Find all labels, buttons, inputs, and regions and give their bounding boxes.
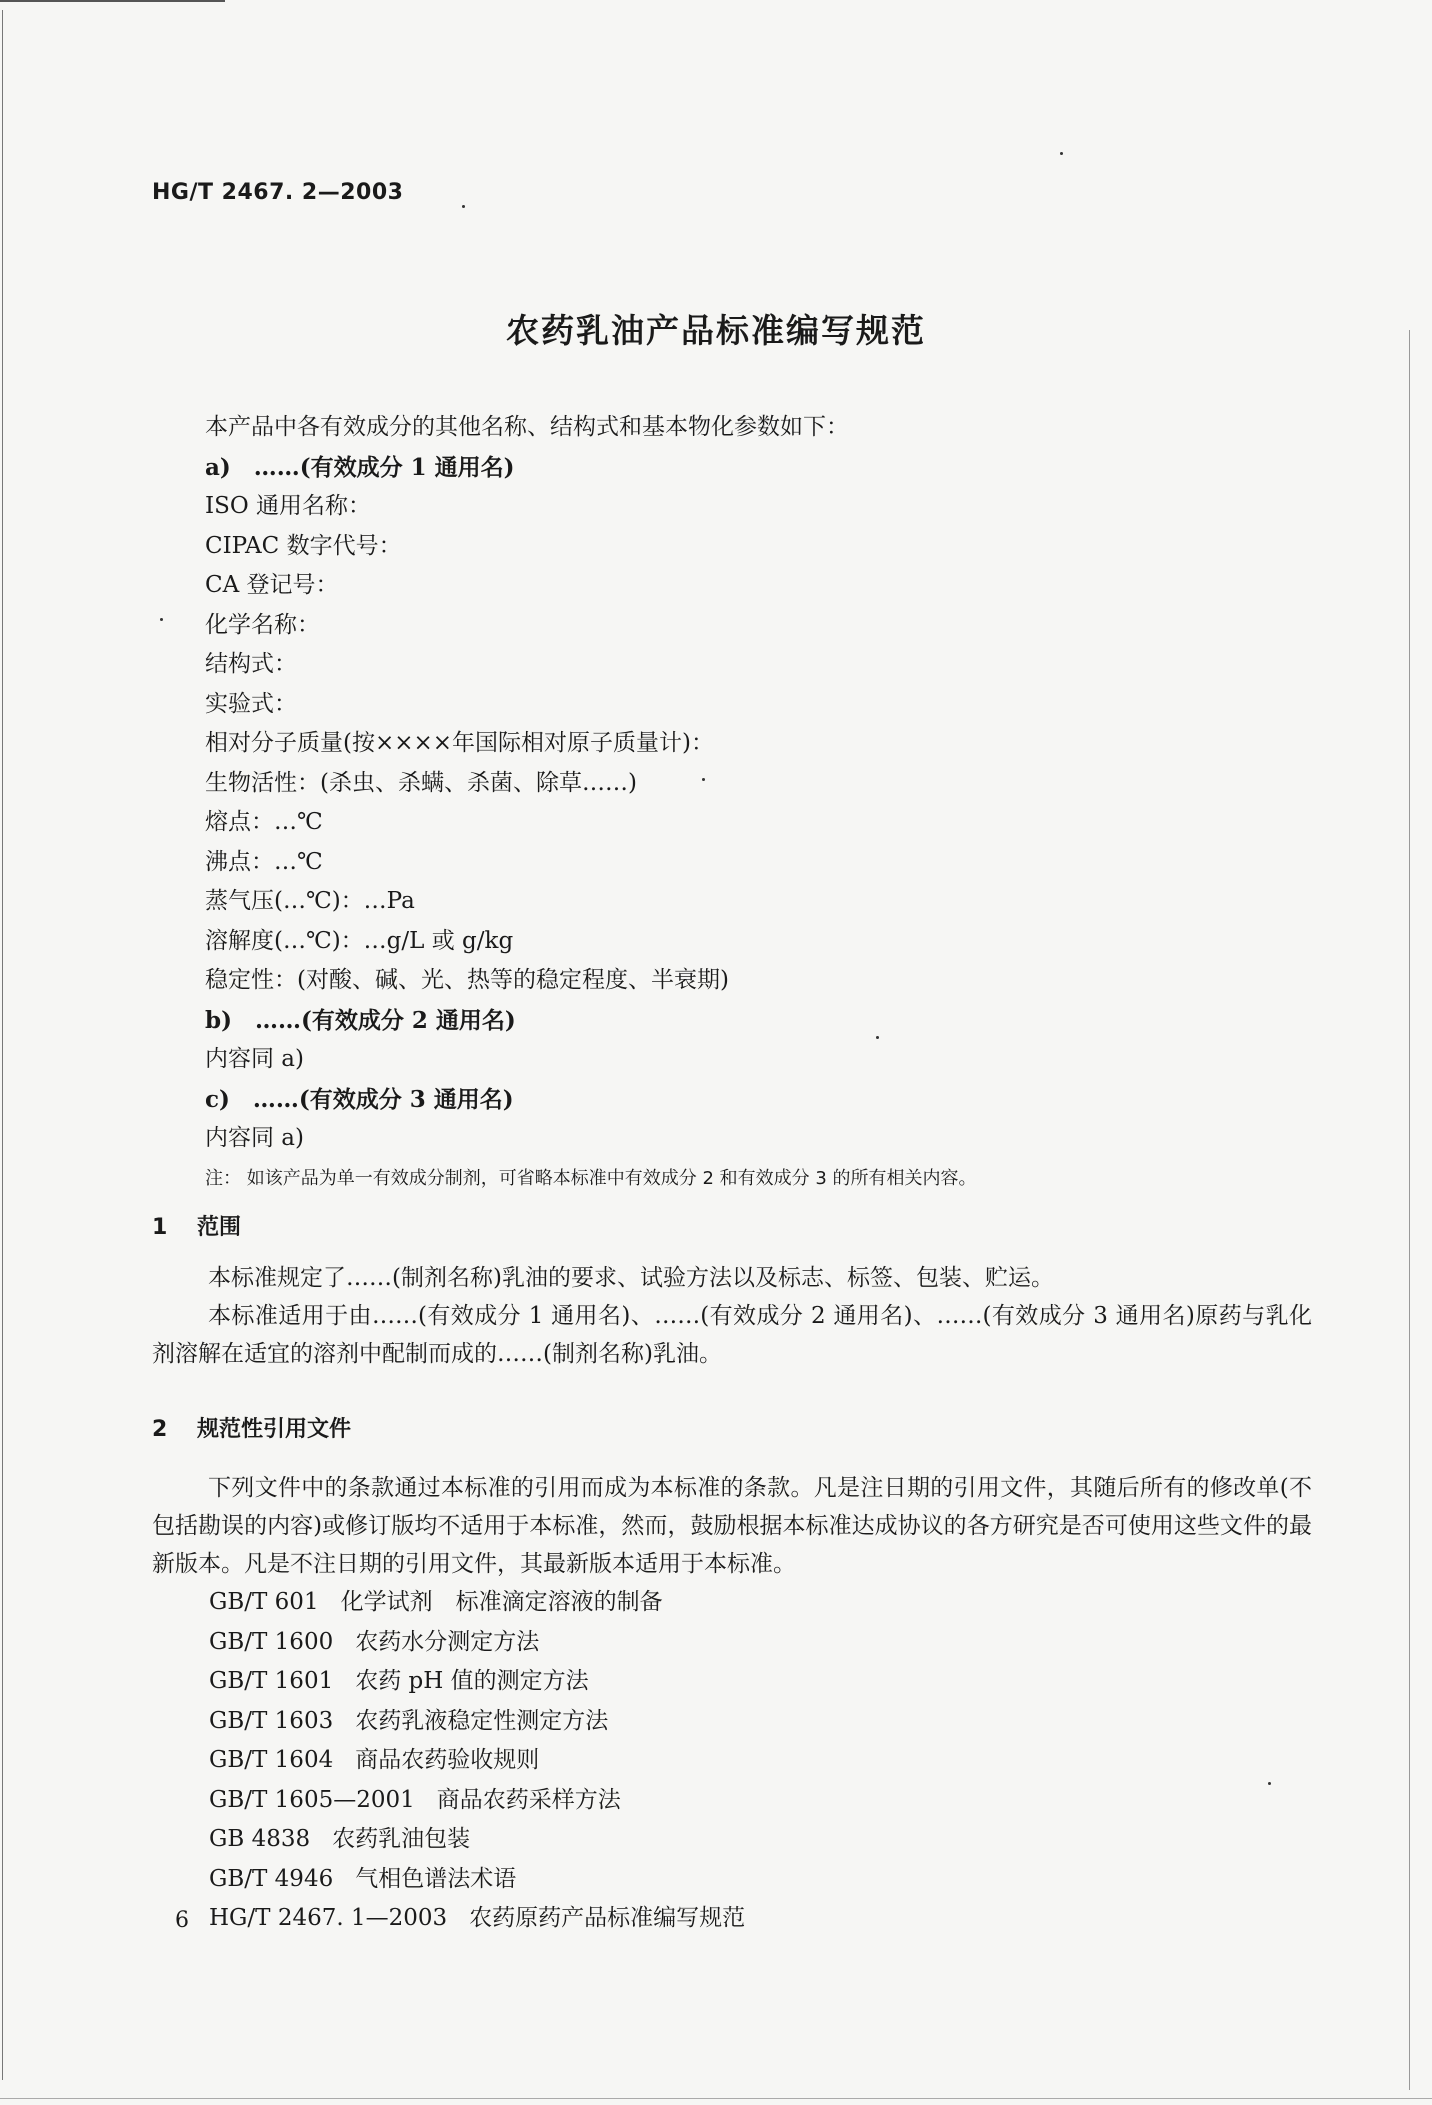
- reference-item: [209, 1702, 1312, 1742]
- intro-line: 内容同 a): [205, 1125, 304, 1151]
- reference-item: [209, 1741, 1312, 1781]
- reference-code: GB/T 1605—2001: [209, 1786, 415, 1813]
- section-scope: [152, 1210, 1312, 1373]
- reference-title: 农药水分测定方法: [355, 1628, 540, 1655]
- intro-line: CA 登记号：: [205, 572, 339, 598]
- scan-edge-right: [1409, 330, 1410, 2090]
- reference-item: [209, 1583, 1312, 1623]
- intro-note: 注： 如该产品为单一有效成分制剂，可省略本标准中有效成分 2 和有效成分 3 的所有相关内容。: [205, 1167, 977, 1189]
- section-heading: [152, 1412, 1312, 1443]
- intro-line: CIPAC 数字代号：: [205, 532, 402, 559]
- intro-line: 生物活性：(杀虫、杀螨、杀菌、除草……): [205, 769, 637, 796]
- reference-item: [209, 1820, 1312, 1860]
- reference-title: 农药乳液稳定性测定方法: [355, 1707, 609, 1734]
- reference-item: [209, 1781, 1312, 1821]
- reference-code: GB/T 1604: [209, 1747, 334, 1773]
- intro-line: 相对分子质量(按××××年国际相对原子质量计)：: [205, 730, 715, 756]
- intro-block: [205, 408, 1335, 1198]
- page-number: 6: [175, 1908, 189, 1933]
- reference-title: 商品农药验收规则: [355, 1747, 540, 1773]
- section-heading: [152, 1210, 1312, 1241]
- reference-title: 农药 pH 值的测定方法: [355, 1668, 589, 1694]
- reference-code: GB/T 4946: [209, 1865, 334, 1892]
- paragraph: 本标准规定了……(制剂名称)乳油的要求、试验方法以及标志、标签、包装、贮运。: [208, 1265, 1054, 1291]
- reference-title: 化学试剂 标准滴定溶液的制备: [340, 1589, 663, 1615]
- reference-list: [209, 1583, 1312, 1939]
- intro-line: 本产品中各有效成分的其他名称、结构式和基本物化参数如下：: [205, 414, 849, 440]
- reference-title: 商品农药采样方法: [436, 1786, 621, 1813]
- reference-title: 农药乳油包装: [332, 1826, 471, 1852]
- reference-code: HG/T 2467. 1—2003: [209, 1905, 448, 1931]
- reference-code: GB/T 1603: [209, 1707, 334, 1734]
- reference-code: GB 4838: [209, 1826, 311, 1852]
- reference-title: 气相色谱法术语: [355, 1865, 517, 1892]
- paragraph: 下列文件中的条款通过本标准的引用而成为本标准的条款。凡是注日期的引用文件，其随后所有的修改单(不包括勘误的内容)或修订版均不适用于本标准，然而，鼓励根据本标准达成协议的各方研究是否可使用这些文件的最新版本。凡是不注日期的引用文件，其最新版本适用于本标准。: [152, 1475, 1312, 1577]
- reference-code: GB/T 601: [209, 1589, 319, 1615]
- intro-line: 内容同 a): [205, 1046, 304, 1072]
- scan-edge-top: [0, 0, 225, 2]
- section-title: 范围: [197, 1215, 242, 1240]
- paragraph: 本标准适用于由……(有效成分 1 通用名)、……(有效成分 2 通用名)、……(有效成分 3 通用名)原药与乳化剂溶解在适宜的溶剂中配制而成的……(制剂名称)乳油。: [152, 1303, 1312, 1367]
- intro-line: c) ……(有效成分 3 通用名): [205, 1085, 514, 1113]
- scan-edge-bottom: [0, 2098, 1432, 2099]
- reference-title: 农药原药产品标准编写规范: [469, 1905, 746, 1931]
- section-number: 2: [152, 1417, 168, 1442]
- intro-line: a) ……(有效成分 1 通用名): [205, 453, 515, 481]
- section-title: 规范性引用文件: [197, 1417, 352, 1442]
- intro-line: 化学名称：: [205, 611, 320, 638]
- reference-item: [209, 1623, 1312, 1663]
- reference-code: GB/T 1600: [209, 1628, 334, 1655]
- intro-line: 沸点：…℃: [205, 848, 323, 875]
- reference-code: GB/T 1601: [209, 1668, 334, 1694]
- reference-item: [209, 1662, 1312, 1702]
- intro-line: 溶解度(…℃)：…g/L 或 g/kg: [205, 927, 514, 954]
- intro-line: 熔点：…℃: [205, 809, 323, 835]
- standard-code: HG/T 2467. 2—2003: [152, 180, 404, 205]
- intro-line: ISO 通用名称：: [205, 493, 372, 519]
- reference-item: [209, 1860, 1312, 1900]
- section-number: 1: [152, 1215, 168, 1240]
- intro-line: 结构式：: [205, 651, 297, 677]
- reference-item: [209, 1899, 1312, 1939]
- intro-line: b) ……(有效成分 2 通用名): [205, 1006, 516, 1034]
- intro-line: 实验式：: [205, 690, 297, 717]
- section-normative-references: [152, 1412, 1312, 1939]
- page-title: 农药乳油产品标准编写规范: [506, 311, 926, 350]
- intro-line: 蒸气压(…℃)：…Pa: [205, 888, 415, 914]
- intro-line: 稳定性：(对酸、碱、光、热等的稳定程度、半衰期): [205, 967, 729, 993]
